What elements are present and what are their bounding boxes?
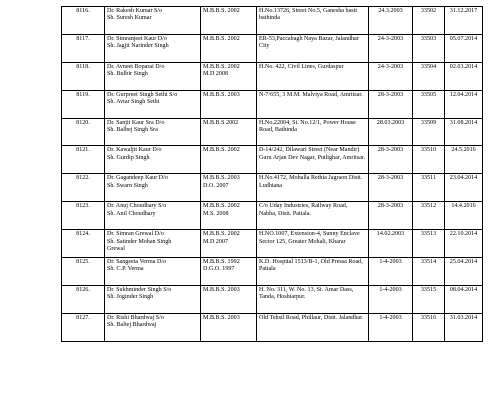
serial-number: 8117. bbox=[76, 35, 90, 42]
table-row bbox=[62, 34, 483, 62]
registration-number: 33516 bbox=[420, 314, 437, 321]
valid-upto-date: 24.5.2016 bbox=[451, 147, 476, 154]
serial-number-cell bbox=[62, 7, 105, 35]
serial-number-cell bbox=[62, 258, 105, 286]
serial-number-cell bbox=[62, 146, 105, 174]
name-line: Sh. Balbej Singh Sra bbox=[107, 126, 158, 133]
registration-number: 33509 bbox=[420, 119, 437, 126]
serial-number: 8124. bbox=[76, 231, 90, 238]
registration-date: 28-3-2003 bbox=[377, 147, 404, 154]
table-row bbox=[62, 258, 483, 286]
registration-number: 33514 bbox=[420, 259, 437, 266]
qualification-line: M.S. 2008 bbox=[203, 210, 229, 217]
name-line: Dr. Anuj Choudhary S/o bbox=[107, 203, 167, 210]
address-cell bbox=[257, 230, 369, 258]
address-cell bbox=[257, 118, 369, 146]
serial-number: 8122. bbox=[76, 175, 90, 182]
name-line: Dr. Sanjit Kaur Sra D/o bbox=[107, 119, 165, 126]
valid-upto-cell bbox=[445, 146, 483, 174]
address-text: H.No.13726, Street No.5, Ganesha basti bathinda bbox=[259, 8, 357, 22]
valid-upto-date: 22.10.2014 bbox=[449, 231, 478, 238]
qualification-line: M.B.B.S. 2002 bbox=[203, 8, 240, 14]
registration-date-cell bbox=[369, 146, 413, 174]
registration-number: 33511 bbox=[420, 175, 436, 182]
serial-number-cell bbox=[62, 62, 105, 90]
valid-upto-cell bbox=[445, 230, 483, 258]
registration-number-cell bbox=[413, 174, 445, 202]
table-row bbox=[62, 230, 483, 258]
name-line: Sh. Suresh Kumar bbox=[107, 15, 152, 22]
name-cell bbox=[105, 118, 201, 146]
name-line: Sh. Avtar Singh Sethi bbox=[107, 99, 160, 106]
table-row bbox=[62, 146, 483, 174]
valid-upto-cell bbox=[445, 118, 483, 146]
qualification-cell bbox=[201, 230, 257, 258]
valid-upto-date: 14.4.2016 bbox=[451, 203, 476, 210]
registration-date-cell bbox=[369, 62, 413, 90]
valid-upto-date: 31.12.2017 bbox=[449, 8, 478, 14]
qualification-line: M.B.B.S. 1992 bbox=[203, 259, 240, 266]
qualification-line: M.B.B.S. 2002 bbox=[203, 231, 240, 238]
qualification-cell bbox=[201, 202, 257, 230]
serial-number: 8126. bbox=[76, 286, 90, 293]
registration-date-cell bbox=[369, 258, 413, 286]
registration-date: 24-3-2003 bbox=[377, 63, 404, 70]
valid-upto-cell bbox=[445, 258, 483, 286]
valid-upto-date: 25.04.2014 bbox=[449, 259, 478, 266]
serial-number: 8121. bbox=[76, 147, 90, 154]
registration-date-cell bbox=[369, 202, 413, 230]
registration-date-cell bbox=[369, 34, 413, 62]
name-line: Dr. Rakesh Kumar S/o bbox=[107, 8, 163, 14]
table-row bbox=[62, 62, 483, 90]
address-cell bbox=[257, 258, 369, 286]
qualification-line: M.B.B.S. 2003 bbox=[203, 314, 240, 321]
registration-number-cell bbox=[413, 313, 445, 341]
valid-upto-cell bbox=[445, 7, 483, 35]
serial-number-cell bbox=[62, 230, 105, 258]
qualification-cell bbox=[201, 62, 257, 90]
valid-upto-date: 02.03.2014 bbox=[449, 63, 478, 70]
address-cell bbox=[257, 174, 369, 202]
registration-date-cell bbox=[369, 118, 413, 146]
registration-number-cell bbox=[413, 90, 445, 118]
qualification-cell bbox=[201, 7, 257, 35]
registration-number: 33504 bbox=[420, 63, 437, 70]
address-text: D-14/242, Dilawari Street (Near Mandir) Guru Arjan Dev Nagar, Putlighar, Amritsar. bbox=[259, 147, 366, 161]
registration-number-cell bbox=[413, 230, 445, 258]
valid-upto-cell bbox=[445, 62, 483, 90]
registration-date-cell bbox=[369, 313, 413, 341]
name-line: Sh. C.P. Verma bbox=[107, 266, 144, 273]
name-line: Sh. Satinder Mohan Singh bbox=[107, 238, 172, 245]
serial-number-cell bbox=[62, 202, 105, 230]
registration-date: 14.02.2003 bbox=[376, 231, 405, 238]
name-line: Grewal bbox=[107, 245, 125, 252]
name-line: Dr. Simranjeet Kaur D/o bbox=[107, 35, 167, 42]
serial-number-cell bbox=[62, 118, 105, 146]
registration-date: 28.03.2003 bbox=[376, 119, 405, 126]
registration-date-cell bbox=[369, 230, 413, 258]
address-cell bbox=[257, 62, 369, 90]
registration-date: 1-4-2003 bbox=[379, 259, 402, 266]
registration-date-cell bbox=[369, 7, 413, 35]
registration-number-cell bbox=[413, 118, 445, 146]
table-row bbox=[62, 174, 483, 202]
name-line: Sh. Jagjit Narinder Singh bbox=[107, 43, 169, 50]
address-cell bbox=[257, 34, 369, 62]
address-text: H.No.22004, St. No.12/1, Power House Road, Bathinda bbox=[259, 119, 356, 133]
valid-upto-date: 12.04.2014 bbox=[449, 91, 478, 98]
address-cell bbox=[257, 285, 369, 313]
name-line: Dr. Avneet Boparai D/o bbox=[107, 63, 165, 70]
registration-date-cell bbox=[369, 174, 413, 202]
qualification-line: M.B.B.S. 2003 bbox=[203, 175, 240, 182]
name-cell bbox=[105, 174, 201, 202]
valid-upto-cell bbox=[445, 34, 483, 62]
registration-date: 1-4-2003 bbox=[379, 286, 402, 293]
valid-upto-cell bbox=[445, 174, 483, 202]
valid-upto-cell bbox=[445, 90, 483, 118]
address-cell bbox=[257, 202, 369, 230]
registration-number-cell bbox=[413, 258, 445, 286]
name-line: Sh. Anil Choudhary bbox=[107, 210, 156, 217]
name-cell bbox=[105, 285, 201, 313]
serial-number: 8127. bbox=[76, 314, 90, 321]
table-row bbox=[62, 285, 483, 313]
valid-upto-date: 05.07.2014 bbox=[449, 35, 478, 42]
name-line: Sh. Baltej Bhardwaj bbox=[107, 322, 157, 329]
serial-number-cell bbox=[62, 285, 105, 313]
serial-number: 8116. bbox=[76, 8, 90, 14]
name-cell bbox=[105, 34, 201, 62]
name-line: Dr. Simran Grewal D/o bbox=[107, 231, 164, 238]
registration-number-cell bbox=[413, 146, 445, 174]
valid-upto-date: 08.04.2014 bbox=[449, 286, 478, 293]
qualification-line: D.G.O. 1997 bbox=[203, 266, 235, 273]
registration-number: 33513 bbox=[420, 231, 437, 238]
registration-date: 24-3-2003 bbox=[377, 35, 404, 42]
qualification-line: M.B.B.S. 2002 bbox=[203, 63, 240, 70]
table-body bbox=[62, 7, 483, 342]
qualification-cell bbox=[201, 174, 257, 202]
qualification-cell bbox=[201, 90, 257, 118]
valid-upto-cell bbox=[445, 285, 483, 313]
serial-number-cell bbox=[62, 90, 105, 118]
table-row bbox=[62, 7, 483, 35]
table-row bbox=[62, 118, 483, 146]
valid-upto-date: 23.04.2014 bbox=[449, 175, 478, 182]
registration-number: 33505 bbox=[420, 91, 437, 98]
serial-number: 8123. bbox=[76, 203, 90, 210]
name-cell bbox=[105, 258, 201, 286]
registration-date: 24.3.2003 bbox=[378, 8, 403, 14]
registration-date: 28-3-2003 bbox=[377, 91, 404, 98]
valid-upto-date: 31.08.2014 bbox=[449, 119, 478, 126]
registration-date-cell bbox=[369, 90, 413, 118]
qualification-line: M.D 2007 bbox=[203, 238, 229, 245]
qualification-cell bbox=[201, 34, 257, 62]
registration-date: 28-3-2003 bbox=[377, 203, 404, 210]
name-line: Dr. Gagandeep Kaur D/o bbox=[107, 175, 168, 182]
registration-number: 33502 bbox=[420, 8, 437, 14]
address-cell bbox=[257, 313, 369, 341]
address-text: H.No.4172, Mohalla Rethia Jagraon Distt. Ludhiana bbox=[259, 175, 363, 189]
address-cell bbox=[257, 146, 369, 174]
address-text: C/o Uday Industries, Railway Road, Nabha, Distt. Patiala. bbox=[259, 203, 348, 217]
name-cell bbox=[105, 62, 201, 90]
name-cell bbox=[105, 313, 201, 341]
address-text: K.D. Hospital 1513/B-1, Old Pressa Road, Patiala bbox=[259, 259, 363, 273]
qualification-line: M.B.B.S 2002 bbox=[203, 119, 239, 126]
registration-number: 33512 bbox=[420, 203, 437, 210]
registration-number-cell bbox=[413, 62, 445, 90]
name-line: Dr. Kawaljit Kaur D/o bbox=[107, 147, 162, 154]
table-row bbox=[62, 90, 483, 118]
name-cell bbox=[105, 90, 201, 118]
registration-number-cell bbox=[413, 202, 445, 230]
name-line: Dr. Sangeeta Verma D/o bbox=[107, 259, 167, 266]
serial-number: 8120. bbox=[76, 119, 90, 126]
registration-number-cell bbox=[413, 285, 445, 313]
registration-date: 28-3-2003 bbox=[377, 175, 404, 182]
qualification-line: M.B.B.S. 2003 bbox=[203, 286, 240, 293]
qualification-line: M.B.B.S. 2002 bbox=[203, 203, 240, 210]
qualification-cell bbox=[201, 118, 257, 146]
serial-number: 8118. bbox=[76, 63, 90, 70]
qualification-line: M.B.B.S. 2002 bbox=[203, 35, 240, 42]
qualification-cell bbox=[201, 258, 257, 286]
table-row bbox=[62, 202, 483, 230]
valid-upto-cell bbox=[445, 202, 483, 230]
qualification-line: M.B.B.S. 2003 bbox=[203, 91, 240, 98]
serial-number-cell bbox=[62, 174, 105, 202]
name-line: Sh. Swarn Singh bbox=[107, 182, 148, 189]
name-line: Sh. Gurdip Singh bbox=[107, 154, 150, 161]
registration-date: 1-4-2003 bbox=[379, 314, 402, 321]
name-cell bbox=[105, 230, 201, 258]
address-text: ER-53,Paccabagh Naya Bazar, Jalandhar City bbox=[259, 35, 359, 50]
serial-number: 8119. bbox=[76, 91, 90, 98]
registration-number-cell bbox=[413, 7, 445, 35]
doctor-register-table bbox=[61, 6, 483, 342]
registration-number-cell bbox=[413, 34, 445, 62]
table-row bbox=[62, 313, 483, 341]
registration-number: 33503 bbox=[420, 35, 437, 42]
qualification-cell bbox=[201, 313, 257, 341]
qualification-cell bbox=[201, 146, 257, 174]
serial-number-cell bbox=[62, 313, 105, 341]
serial-number-cell bbox=[62, 34, 105, 62]
address-text: H.NO.1007, Extension-4, Sunny Enclave Sector 125, Greater Mohali, Kharar bbox=[259, 231, 360, 245]
address-cell bbox=[257, 90, 369, 118]
valid-upto-date: 31.03.2014 bbox=[449, 314, 478, 321]
qualification-line: M.B.B.S. 2002 bbox=[203, 147, 240, 154]
address-text: H. No. 311, W. No. 13, St. Amar Dass, Tanda, Hoshiarpur. bbox=[259, 286, 354, 301]
address-text: N-7/655, 3 M.M. Malviya Road, Amritsar. bbox=[259, 91, 363, 98]
serial-number: 8125. bbox=[76, 259, 90, 266]
name-line: Sh. Joginder Singh bbox=[107, 294, 154, 301]
qualification-line: D.O. 2007 bbox=[203, 182, 229, 189]
address-text: H.No. 422, Civil Lines, Gurdaspur bbox=[259, 63, 344, 70]
qualification-cell bbox=[201, 285, 257, 313]
valid-upto-cell bbox=[445, 313, 483, 341]
registration-date-cell bbox=[369, 285, 413, 313]
qualification-line: M.D 2008 bbox=[203, 71, 229, 78]
name-line: Dr. Gurpreet Singh Sethi S/o bbox=[107, 91, 178, 98]
name-line: Dr. Rishi Bhardwaj S/o bbox=[107, 314, 164, 321]
name-line: Dr. Sukhminder Singh S/o bbox=[107, 286, 172, 293]
name-cell bbox=[105, 146, 201, 174]
address-cell bbox=[257, 7, 369, 35]
name-cell bbox=[105, 202, 201, 230]
address-text: Old Tehsil Road, Phillaur, Distt. Jalandhar. bbox=[259, 314, 364, 321]
name-cell bbox=[105, 7, 201, 35]
registration-number: 33515 bbox=[420, 286, 437, 293]
name-line: Sh. Bulbir Singh bbox=[107, 71, 148, 78]
registration-number: 33510 bbox=[420, 147, 437, 154]
